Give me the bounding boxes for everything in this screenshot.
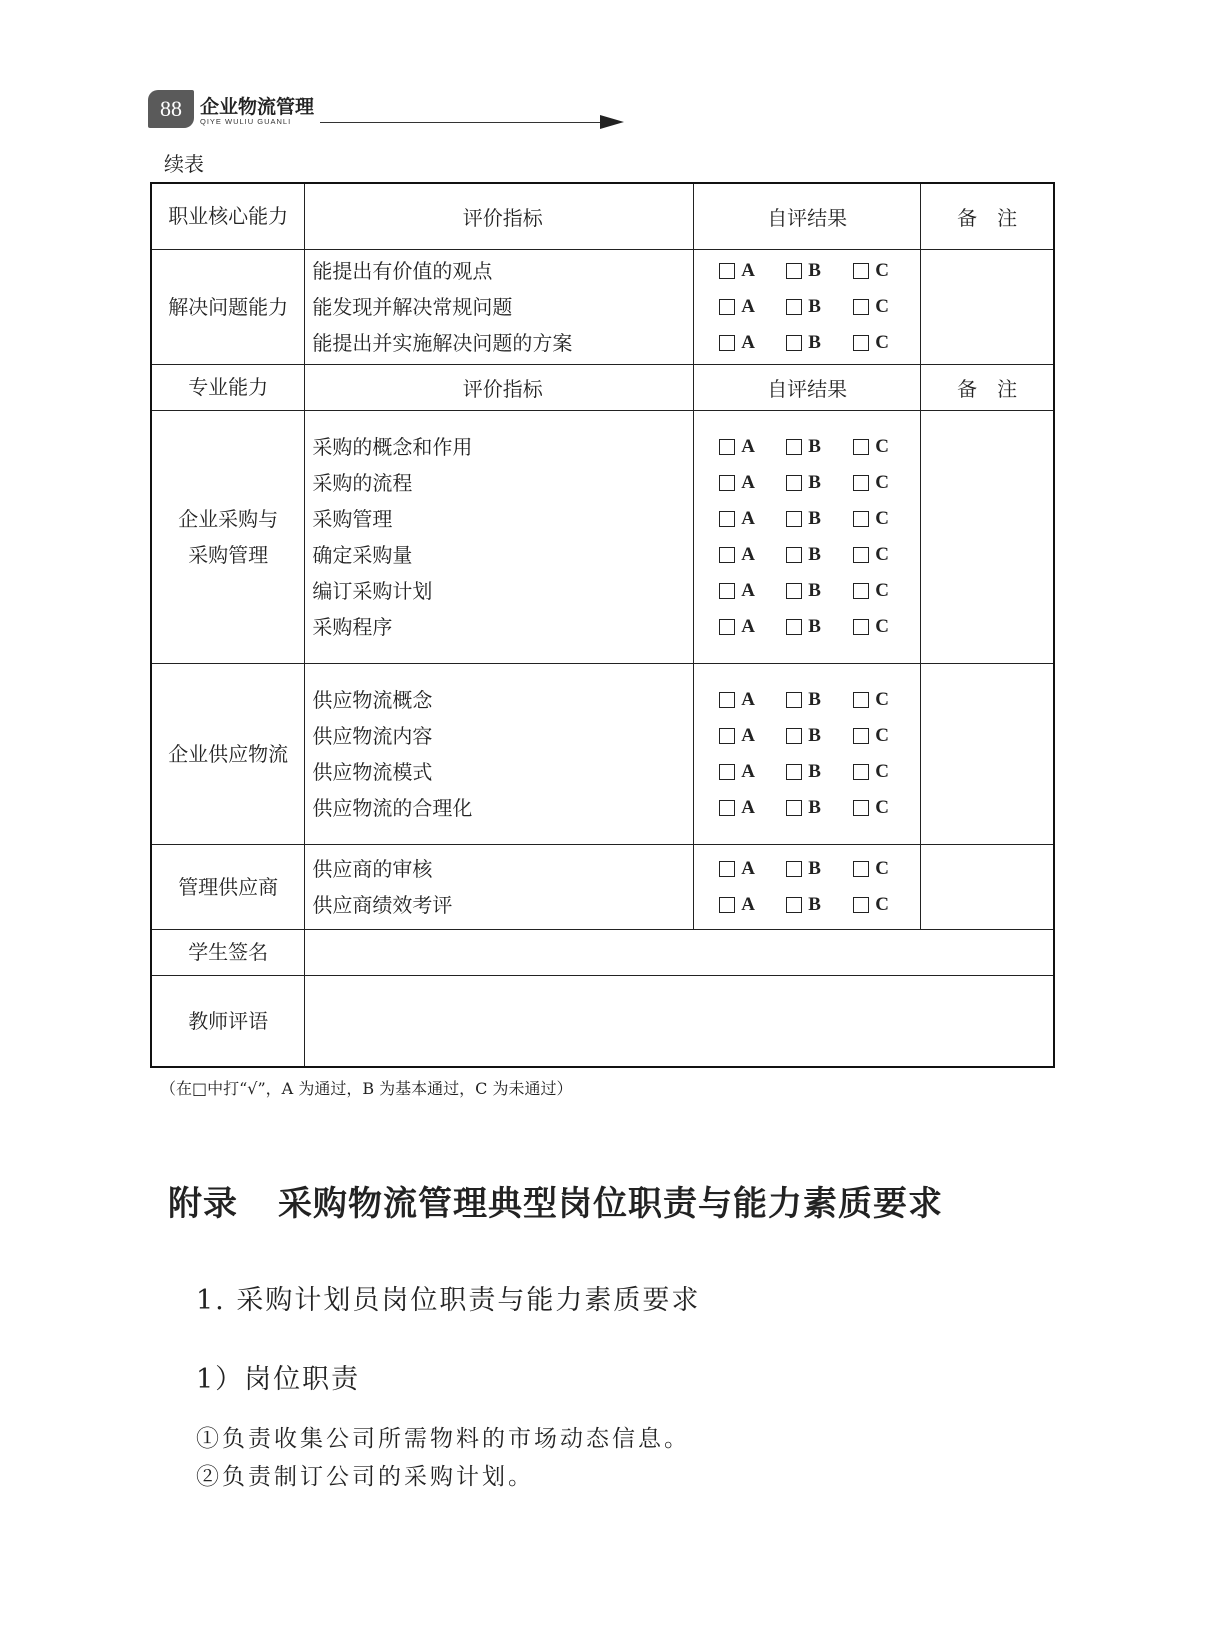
checkbox[interactable]: [853, 764, 869, 780]
checkbox[interactable]: [853, 728, 869, 744]
checkbox[interactable]: [719, 299, 735, 315]
result-option[interactable]: [786, 472, 853, 494]
indicator-cell: [305, 410, 694, 663]
indicator-item: 供应物流内容: [312, 723, 433, 748]
teacher-comment-label: 教师评语: [151, 975, 305, 1067]
checkbox[interactable]: [719, 547, 735, 563]
category-line: 企业供应物流: [168, 741, 289, 766]
option-label: B: [808, 724, 821, 746]
indicator-cell: [305, 249, 694, 364]
checkbox[interactable]: [853, 800, 869, 816]
teacher-comment-field[interactable]: [305, 975, 1054, 1067]
checkbox[interactable]: [786, 583, 802, 599]
checkbox[interactable]: [786, 897, 802, 913]
checkbox[interactable]: [853, 583, 869, 599]
checkbox[interactable]: [786, 511, 802, 527]
checkbox[interactable]: [786, 439, 802, 455]
checkbox[interactable]: [719, 897, 735, 913]
option-label: A: [741, 579, 755, 601]
result-options: [694, 887, 920, 923]
option-label: B: [808, 688, 821, 710]
option-label: C: [875, 760, 889, 782]
option-label: A: [741, 543, 755, 565]
appendix-title: [168, 1176, 943, 1225]
category-cell: 解决问题能力: [151, 249, 305, 364]
checkbox[interactable]: [719, 439, 735, 455]
table-row: [151, 249, 1054, 364]
indicator-item: 能提出并实施解决问题的方案: [312, 330, 573, 355]
result-option[interactable]: [853, 260, 920, 282]
category-cell: [151, 844, 305, 929]
checkbox[interactable]: [719, 800, 735, 816]
option-label: B: [808, 331, 821, 353]
header-indicator: 评价指标: [305, 364, 694, 410]
result-option[interactable]: [786, 508, 853, 530]
header-result: 自评结果: [694, 183, 921, 249]
result-option[interactable]: [853, 296, 920, 318]
checkbox[interactable]: [853, 511, 869, 527]
category-line: 企业采购与: [178, 506, 279, 531]
result-option[interactable]: [786, 689, 853, 711]
page-header: [148, 88, 638, 132]
result-option[interactable]: [719, 296, 786, 318]
option-label: B: [808, 615, 821, 637]
checkbox[interactable]: [719, 511, 735, 527]
result-options: [694, 253, 920, 289]
result-option[interactable]: [853, 894, 920, 916]
subsection-heading: 1）岗位职责: [196, 1364, 361, 1395]
result-option[interactable]: [719, 436, 786, 458]
checkbox[interactable]: [719, 619, 735, 635]
indicator-cell: [305, 663, 694, 844]
result-option[interactable]: [719, 544, 786, 566]
checkbox[interactable]: [719, 861, 735, 877]
option-label: A: [741, 615, 755, 637]
header-remark: 备 注: [921, 364, 1054, 410]
category-cell: [151, 663, 305, 844]
comment-row: [151, 975, 1054, 1067]
option-label: C: [875, 615, 889, 637]
option-label: C: [875, 507, 889, 529]
option-label: C: [875, 259, 889, 281]
result-option[interactable]: [853, 580, 920, 602]
option-label: A: [741, 760, 755, 782]
arrow-icon: [600, 115, 624, 129]
result-cell: [694, 410, 921, 663]
result-option[interactable]: [786, 761, 853, 783]
table-row: [151, 410, 1054, 663]
result-option[interactable]: [786, 296, 853, 318]
result-options: [694, 289, 920, 325]
option-label: A: [741, 435, 755, 457]
checkbox[interactable]: [853, 299, 869, 315]
result-option[interactable]: [786, 260, 853, 282]
result-cell: [694, 663, 921, 844]
result-option[interactable]: [853, 436, 920, 458]
section-heading: 1. 采购计划员岗位职责与能力素质要求: [196, 1285, 701, 1316]
checkbox[interactable]: [719, 728, 735, 744]
checkbox[interactable]: [719, 692, 735, 708]
option-label: A: [741, 796, 755, 818]
checkbox[interactable]: [719, 335, 735, 351]
result-option[interactable]: [719, 858, 786, 880]
result-options: [694, 609, 920, 645]
checkbox[interactable]: [786, 335, 802, 351]
checkbox[interactable]: [853, 619, 869, 635]
continued-label: 续表: [164, 152, 204, 176]
result-option[interactable]: [719, 894, 786, 916]
option-label: C: [875, 543, 889, 565]
option-label: B: [808, 435, 821, 457]
result-option[interactable]: [853, 544, 920, 566]
header-remark: 备 注: [921, 183, 1054, 249]
result-option[interactable]: [786, 544, 853, 566]
option-label: A: [741, 724, 755, 746]
result-options: [694, 573, 920, 609]
category-line: 管理供应商: [178, 874, 279, 899]
result-options: [694, 682, 920, 718]
result-options: [694, 754, 920, 790]
result-option[interactable]: [853, 797, 920, 819]
option-label: B: [808, 507, 821, 529]
category-cell: [151, 410, 305, 663]
result-option[interactable]: [786, 332, 853, 354]
indicator-item: 采购管理: [312, 506, 393, 531]
checkbox[interactable]: [853, 439, 869, 455]
option-label: B: [808, 543, 821, 565]
student-signature-field[interactable]: [305, 929, 1054, 975]
option-label: B: [808, 760, 821, 782]
remark-cell: [921, 663, 1054, 844]
checkbox[interactable]: [786, 619, 802, 635]
table-header-row: [151, 183, 1054, 249]
remark-cell: [921, 844, 1054, 929]
result-option[interactable]: [786, 580, 853, 602]
result-option[interactable]: [853, 761, 920, 783]
indicator-item: 供应商绩效考评: [312, 892, 453, 917]
result-options: [694, 537, 920, 573]
checkbox[interactable]: [719, 475, 735, 491]
indicator-item: 供应商的审核: [312, 856, 433, 881]
checkbox[interactable]: [853, 861, 869, 877]
option-label: C: [875, 331, 889, 353]
checkbox[interactable]: [786, 263, 802, 279]
result-option[interactable]: [853, 725, 920, 747]
table-note: （在□中打“√”，A 为通过，B 为基本通过，C 为未通过）: [160, 1079, 573, 1098]
category-line: 采购管理: [188, 542, 269, 567]
result-option[interactable]: [719, 508, 786, 530]
result-option[interactable]: [786, 797, 853, 819]
option-label: B: [808, 796, 821, 818]
option-label: B: [808, 893, 821, 915]
remark-cell: [921, 249, 1054, 364]
checkbox[interactable]: [786, 728, 802, 744]
option-label: A: [741, 857, 755, 879]
indicator-item: 能提出有价值的观点: [312, 258, 493, 283]
option-label: C: [875, 857, 889, 879]
duty-line: ②负责制订公司的采购计划。: [196, 1464, 534, 1490]
checkbox[interactable]: [719, 583, 735, 599]
option-label: A: [741, 295, 755, 317]
result-option[interactable]: [719, 332, 786, 354]
header-category: 专业能力: [151, 364, 305, 410]
result-option[interactable]: [719, 580, 786, 602]
table-row: [151, 663, 1054, 844]
header-result: 自评结果: [694, 364, 921, 410]
indicator-item: 编订采购计划: [312, 578, 433, 603]
checkbox[interactable]: [853, 475, 869, 491]
option-label: C: [875, 688, 889, 710]
checkbox[interactable]: [786, 800, 802, 816]
book-pinyin: QIYE WULIU GUANLI: [200, 117, 292, 126]
evaluation-table: [150, 182, 1055, 1068]
option-label: A: [741, 259, 755, 281]
indicator-item: 采购的概念和作用: [312, 434, 473, 459]
checkbox[interactable]: [719, 764, 735, 780]
checkbox[interactable]: [853, 263, 869, 279]
result-options: [694, 325, 920, 361]
checkbox[interactable]: [853, 897, 869, 913]
result-option[interactable]: [786, 858, 853, 880]
option-label: C: [875, 295, 889, 317]
result-option[interactable]: [853, 472, 920, 494]
option-label: A: [741, 471, 755, 493]
checkbox[interactable]: [786, 861, 802, 877]
option-label: C: [875, 796, 889, 818]
option-label: B: [808, 295, 821, 317]
result-option[interactable]: [853, 689, 920, 711]
result-options: [694, 465, 920, 501]
checkbox[interactable]: [786, 692, 802, 708]
checkbox[interactable]: [853, 335, 869, 351]
result-option[interactable]: [719, 725, 786, 747]
result-option[interactable]: [853, 332, 920, 354]
result-option[interactable]: [719, 616, 786, 638]
indicator-item: 供应物流模式: [312, 759, 433, 784]
result-option[interactable]: [786, 725, 853, 747]
signature-row: [151, 929, 1054, 975]
indicator-item: 供应物流概念: [312, 687, 433, 712]
result-option[interactable]: [719, 260, 786, 282]
result-option[interactable]: [719, 472, 786, 494]
option-label: B: [808, 857, 821, 879]
header-rule: [320, 122, 606, 123]
table-header-row: [151, 364, 1054, 410]
header-indicator: 评价指标: [305, 183, 694, 249]
option-label: A: [741, 688, 755, 710]
result-option[interactable]: [719, 761, 786, 783]
option-label: B: [808, 579, 821, 601]
option-label: C: [875, 471, 889, 493]
indicator-item: 采购程序: [312, 614, 393, 639]
page-number: 88: [148, 90, 194, 128]
checkbox[interactable]: [786, 764, 802, 780]
checkbox[interactable]: [853, 692, 869, 708]
result-cell: [694, 249, 921, 364]
duty-line: ①负责收集公司所需物料的市场动态信息。: [196, 1426, 690, 1452]
checkbox[interactable]: [786, 475, 802, 491]
indicator-item: 能发现并解决常规问题: [312, 294, 513, 319]
option-label: A: [741, 331, 755, 353]
result-options: [694, 501, 920, 537]
book-title: 企业物流管理: [200, 96, 315, 118]
table-row: [151, 844, 1054, 929]
option-label: C: [875, 893, 889, 915]
result-option[interactable]: [853, 508, 920, 530]
indicator-cell: [305, 844, 694, 929]
checkbox[interactable]: [786, 299, 802, 315]
result-cell: [694, 844, 921, 929]
checkbox[interactable]: [853, 547, 869, 563]
result-option[interactable]: [786, 894, 853, 916]
result-option[interactable]: [786, 616, 853, 638]
indicator-item: 供应物流的合理化: [312, 795, 473, 820]
result-options: [694, 718, 920, 754]
indicator-item: 采购的流程: [312, 470, 413, 495]
result-option[interactable]: [786, 436, 853, 458]
student-signature-label: 学生签名: [151, 929, 305, 975]
result-option[interactable]: [853, 858, 920, 880]
result-option[interactable]: [719, 689, 786, 711]
remark-cell: [921, 410, 1054, 663]
header-category: 职业核心能力: [151, 183, 305, 249]
option-label: A: [741, 507, 755, 529]
result-options: [694, 790, 920, 826]
option-label: C: [875, 435, 889, 457]
appendix-label: 附录: [168, 1184, 238, 1224]
checkbox[interactable]: [786, 547, 802, 563]
indicator-item: 确定采购量: [312, 542, 413, 567]
appendix-heading: 采购物流管理典型岗位职责与能力素质要求: [278, 1184, 943, 1224]
option-label: B: [808, 259, 821, 281]
result-options: [694, 429, 920, 465]
option-label: B: [808, 471, 821, 493]
option-label: C: [875, 724, 889, 746]
result-options: [694, 851, 920, 887]
option-label: A: [741, 893, 755, 915]
result-option[interactable]: [853, 616, 920, 638]
result-option[interactable]: [719, 797, 786, 819]
checkbox[interactable]: [719, 263, 735, 279]
option-label: C: [875, 579, 889, 601]
